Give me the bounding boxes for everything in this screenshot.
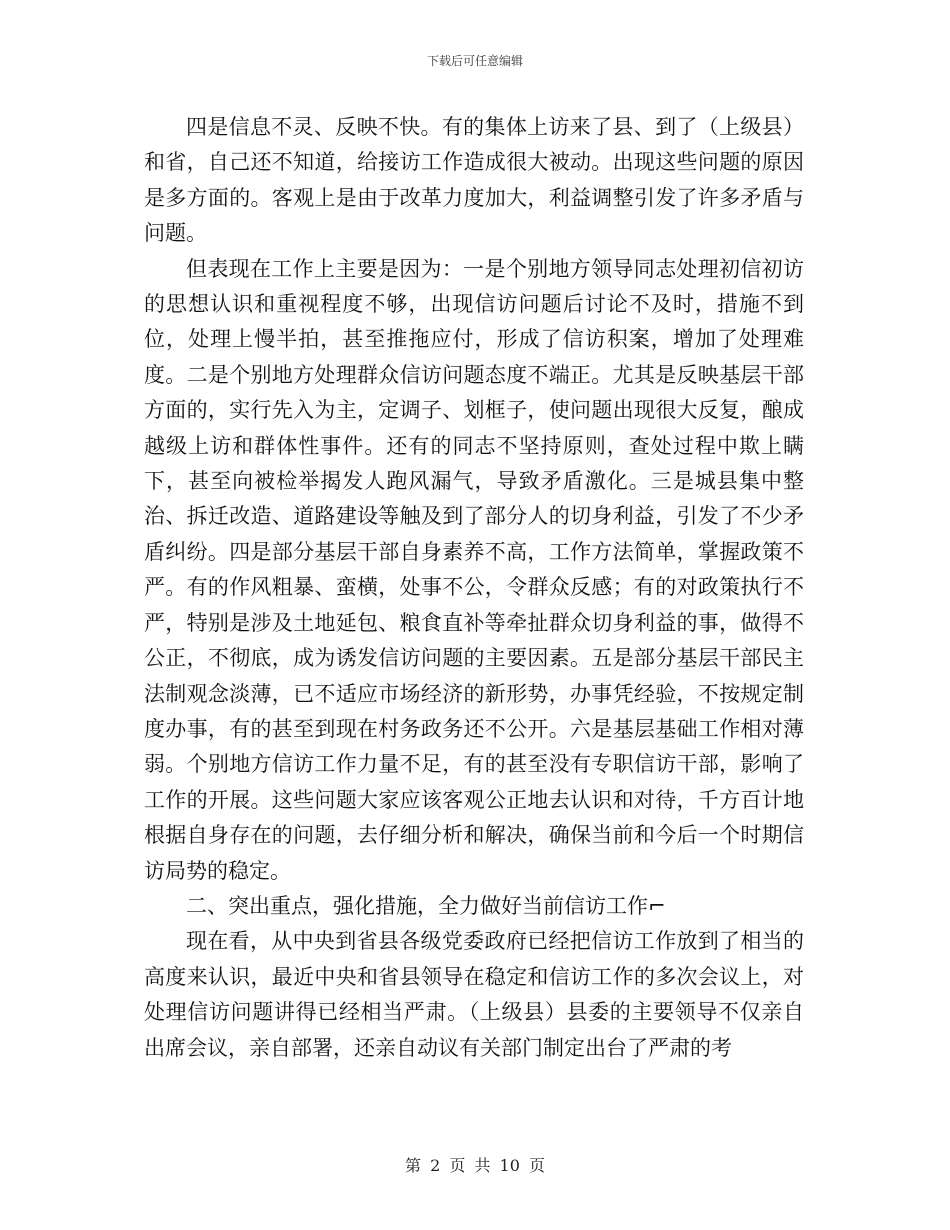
- paragraph: 现在看，从中央到省县各级党委政府已经把信访工作放到了相当的高度来认识，最近中央和省县领导在稳定和信访工作的多次会议上，对处理信访问题讲得已经相当严肃。（上级县）县委的主要领导不仅亲自出席会议，亲自部署，还亲自动议有关部门制定出台了严肃的考: [144, 929, 804, 1060]
- section-heading-text: 二、突出重点，强化措施，全力做好当前信访工作: [186, 893, 648, 918]
- paragraph: 四是信息不灵、反映不快。有的集体上访来了县、到了（上级县）和省，自己还不知道，给接访工作造成很大被动。出现这些问题的原因是多方面的。客观上是由于改革力度加大，利益调整引发了许多矛盾与问题。: [144, 115, 804, 246]
- section-heading: [144, 889, 804, 924]
- paragraph-mark-icon: ⌐: [648, 893, 666, 918]
- paragraph: 但表现在工作上主要是因为：一是个别地方领导同志处理初信初访的思想认识和重视程度不够，出现信访问题后讨论不及时，措施不到位，处理上慢半拍，甚至推拖应付，形成了信访积案，增加了处理难度。二是个别地方处理群众信访问题态度不端正。尤其是反映基层干部方面的，实行先入为主，定调子、划框子，使问题出现很大反复，酿成越级上访和群体性事件。还有的同志不坚持原则，查处过程中欺上瞒下，甚至向被检举揭发人跑风漏气，导致矛盾激化。三是城县集中整治、拆迁改造、道路建设等触及到了部分人的切身利益，引发了不少矛盾纠纷。四是部分基层干部自身素养不高，工作方法简单，掌握政策不严。有的作风粗暴、蛮横，处事不公，令群众反感；有的对政策执行不严，特别是涉及土地延包、粮食直补等牵扯群众切身利益的事，做得不公正，不彻底，成为诱发信访问题的主要因素。五是部分基层干部民主法制观念淡薄，已不适应市场经济的新形势，办事凭经验，不按规定制度办事，有的甚至到现在村务政务还不公开。六是基层基础工作相对薄弱。个别地方信访工作力量不足，有的甚至没有专职信访干部，影响了工作的开展。这些问题大家应该客观公正地去认识和对待，千方百计地根据自身存在的问题，去仔细分析和解决，确保当前和今后一个时期信访局势的稳定。: [144, 256, 804, 883]
- page-header: 下载后可任意编辑: [426, 54, 523, 68]
- page-number: 第 2 页 共 10 页: [405, 1156, 545, 1175]
- document-body: [144, 110, 804, 1066]
